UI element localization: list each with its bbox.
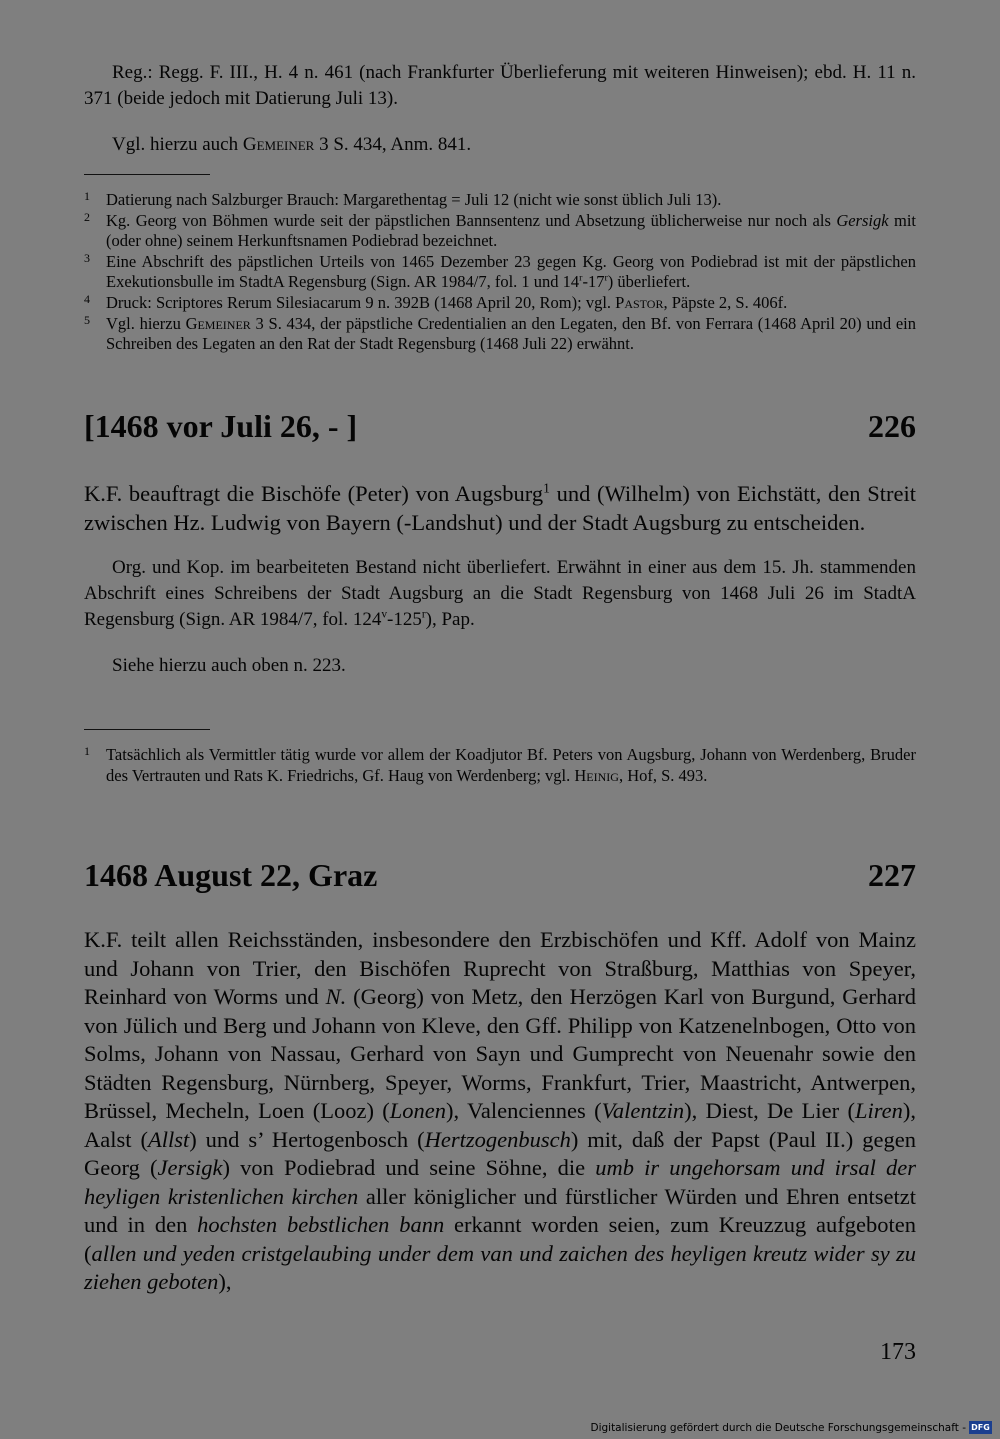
cross-reference: Siehe hierzu auch oben n. 223. [112, 655, 346, 676]
entry-date: 1468 August 22, Graz [84, 857, 378, 893]
entry-number: 227 [868, 857, 916, 893]
footnote-divider [84, 729, 210, 730]
footnote-divider [84, 174, 210, 175]
footnote: 3 Eine Abschrift des päpstlichen Urteils von 1465 Dezember 23 gegen Kg. Georg von Podiebrad ist mit der päpstlichen Exekutionsbulle im StadtA Regensburg (Sign. AR 1984/7, fol. 1 und 14$^r$-17$^r$) überliefert. [84, 250, 916, 292]
entry-227-body [84, 926, 916, 1297]
footnotes-block [84, 745, 916, 786]
footnotes-block [84, 190, 916, 355]
reg-reference: Reg.: Regg. F. III., H. 4 n. 461 (nach Frankfurter Überlieferung mit weiteren Hinweisen); ebd. H. 11 n. 371 (beide jedoch mit Datierung Juli 13). [84, 62, 916, 109]
entry-heading-226 [84, 406, 916, 446]
entry-226-body [84, 479, 916, 679]
footnote: 5 Vgl. hierzu Gemeiner 3 S. 434, der päpstliche Credentialien an den Legaten, den Bf. von Ferrara (1468 April 20) und ein Schreiben des Legaten an den Rat der Stadt Regensburg (1468 Juli 22) erwähnt. [84, 312, 916, 354]
vgl-reference: Vgl. hierzu auch Gemeiner 3 S. 434, Anm. 841. [112, 134, 472, 155]
footnote: 1 Datierung nach Salzburger Brauch: Margarethentag = Juli 12 (nicht wie sonst üblich Juli 13). [84, 189, 722, 209]
footnote: 4 Druck: Scriptores Rerum Silesiacarum 9 n. 392B (1468 April 20, Rom); vgl. Pastor, Päpste 2, S. 406f. [84, 291, 788, 312]
page-number: 173 [880, 1339, 916, 1365]
footnote: 2 Kg. Georg von Böhmen wurde seit der päpstlichen Bannsentenz und Absetzung üblicherweise nur noch als Gersigk mit (oder ohne) seinem Herkunftsnamen Podiebrad bezeichnet. [84, 209, 916, 251]
footnote: 1 Tatsächlich als Vermittler tätig wurde vor allem der Koadjutor Bf. Peters von Augsburg, Johann von Werdenberg, Bruder des Vertrauten und Rats K. Friedrichs, Gf. Haug von Werdenberg; vgl. Heinig, Hof, S. 493. [84, 744, 916, 785]
regest-section [84, 60, 916, 158]
digitization-credit: Digitalisierung gefördert durch die Deutsche Forschungsgemeinschaft - [590, 1422, 966, 1434]
author-name: Gemeiner [242, 134, 315, 155]
entry-summary: K.F. beauftragt die Bischöfe (Peter) von Augsburg$^1$ und (Wilhelm) von Eichstätt, den Streit zwischen Hz. Ludwig von Bayern (-Landshut) und der Stadt Augsburg zu entscheiden. [84, 480, 916, 535]
dfg-logo: DFG [969, 1421, 992, 1434]
entry-date: [1468 vor Juli 26, - ] [84, 408, 358, 444]
archival-note: Org. und Kop. im bearbeiteten Bestand nicht überliefert. Erwähnt in einer aus dem 15. Jh. stammenden Abschrift eines Schreibens der Stadt Augsburg an die Stadt Regensburg von 1468 Juli 26 im StadtA Regensburg (Sign. AR 1984/7, fol. 124$^v$-125$^r$), Pap. [84, 557, 916, 630]
entry-heading-227 [84, 855, 916, 895]
entry-summary: K.F. teilt allen Reichsständen, insbesondere den Erzbischöfen und Kff. Adolf von Mainz und Johann von Trier, den Bischöfen Ruprecht von Straßburg, Matthias von Speyer, Reinhard von Worms und N. (Georg) von Metz, den Herzögen Karl von Burgund, Gerhard von Jülich und Berg und Johann von Kleve, den Gff. Philipp von Katzenelnbogen, Otto von Solms, Johann von Nassau, Gerhard von Sayn und Gumprecht von Neuenahr sowie den Städten Regensburg, Nürnberg, Speyer, Worms, Frankfurt, Trier, Maastricht, Antwerpen, Brüssel, Mecheln, Loen (Looz) (Lonen), Valenciennes (Valentzin), Diest, De Lier (Liren), Aalst (Allst) und s’ Hertogenbosch (Hertzogenbusch) mit, daß der Papst (Paul II.) gegen Georg (Jersigk) von Podiebrad und seine Söhne, die umb ir ungehorsam und irsal der heyligen kristenlichen kirchen aller königlicher und fürstlicher Würden und Ehren entsetzt und in den hochsten bebstlichen bann erkannt worden seien, zum Kreuzzug aufgeboten (allen und yeden cristgelaubing under dem van und zaichen des heyligen kreutz wider sy zu ziehen geboten), [84, 927, 916, 1294]
entry-number: 226 [868, 408, 916, 444]
